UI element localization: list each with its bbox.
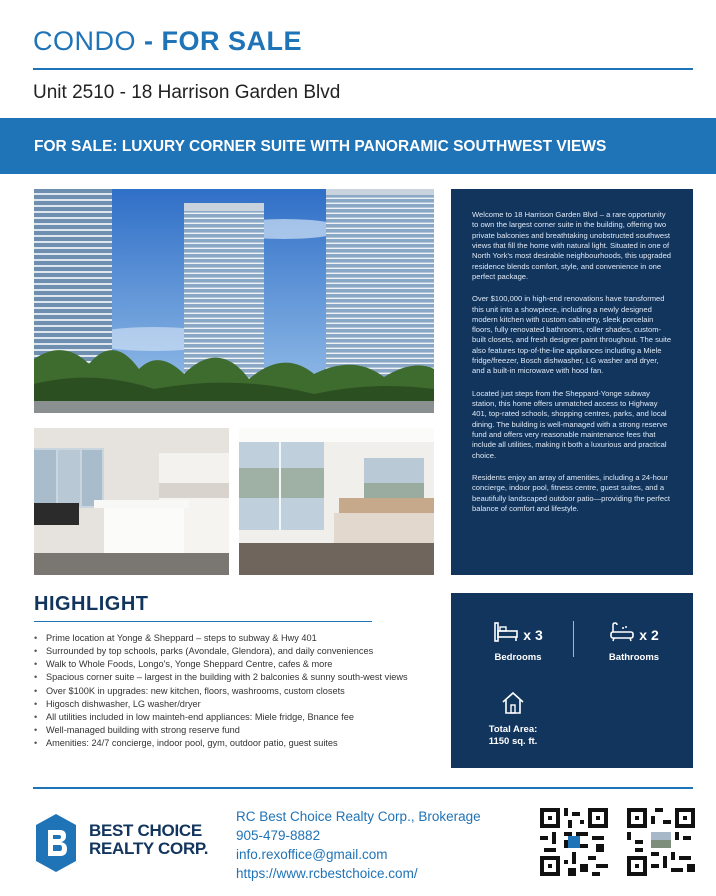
highlight-item: • Prime location at Yonge & Sheppard – steps to subway & Hwy 401 (34, 632, 424, 645)
bed-icon (493, 621, 519, 648)
logo-line-2: REALTY CORP. (89, 839, 209, 859)
stats-divider (573, 621, 574, 657)
title-suffix: - FOR SALE (144, 26, 303, 56)
highlight-item: • Amenities: 24/7 concierge, indoor pool, gym, outdoor patio, guest suites (34, 737, 424, 750)
bathrooms-stat (589, 621, 679, 663)
highlight-item: • Well-managed building with strong reserve fund (34, 724, 424, 737)
highlight-item: • Spacious corner suite – largest in the building with 2 balconies & sunny south-west views (34, 671, 424, 684)
total-area-title: Total Area: (488, 724, 538, 735)
highlight-divider (34, 621, 372, 622)
page-title (33, 26, 302, 57)
bedrooms-stat (473, 621, 563, 663)
description-paragraph: Over $100,000 in high-end renovations have transformed this unit into a showpiece, including a newly designed modern kitchen with custom cabinetry, sleek porcelain floors, fully renovated bathrooms, roller shades, custom-built closets, and fresh designer paint throughout. The suite also features top-of-the-line appliances including a Miele fridge/freezer, Bosch dishwasher, LG washer and dryer, and a built-in microwave with hood fan. (472, 294, 672, 376)
website-link[interactable]: https://www.rcbestchoice.com/ (236, 865, 418, 881)
highlight-item: • Higosch dishwasher, LG washer/dryer (34, 698, 424, 711)
qr-code-icon[interactable] (540, 808, 608, 876)
building-exterior-photo (34, 189, 434, 413)
description-paragraph: Located just steps from the Sheppard-Yonge subway station, this home offers unmatched access to Highway 401, top-rated schools, shopping centres, parks, and local dining. The building is well-managed with a strong reserve fund and offers very reasonable maintenance fees that include all utilities, making it both a luxurious and practical choice. (472, 388, 668, 460)
total-area-stat (473, 691, 553, 748)
bathrooms-count: x 2 (639, 626, 659, 643)
house-icon (500, 691, 526, 720)
bedrooms-count: x 3 (523, 626, 543, 643)
company-logo-text (89, 822, 208, 859)
bathtub-icon (609, 621, 635, 648)
headline-banner-text: FOR SALE: LUXURY CORNER SUITE WITH PANORAMIC SOUTHWEST VIEWS (34, 138, 607, 155)
highlight-list (34, 632, 424, 750)
kitchen-photo (34, 428, 229, 575)
total-area-label (473, 724, 553, 748)
highlight-item: • Surrounded by top schools, parks (Avondale, Glendora), and daily conveniences (34, 645, 424, 658)
highlight-item: • Walk to Whole Foods, Longo's, Yonge Sheppard Centre, cafes & more (34, 658, 424, 671)
total-area-value: 1150 sq. ft. (488, 735, 538, 747)
bedroom-photo (239, 428, 434, 575)
description-paragraph: Welcome to 18 Harrison Garden Blvd – a rare opportunity to own the largest corner suite in the building, offering two private balconies and breathtaking unobstructed southwest views that fill the home with natural light. Situated in one of North York's most desirable neighbourhoods, this upgraded residence blends comfort, style, and convenience in one perfect package. (472, 210, 672, 281)
highlight-item: • All utilities included in low mainteh-end appliances: Miele fridge, Bnance fee (34, 711, 424, 724)
brokerage-name: RC Best Choice Realty Corp., Brokerage (236, 809, 481, 824)
title-prefix: CONDO (33, 26, 136, 56)
bathrooms-label: Bathrooms (608, 652, 660, 663)
best-choice-logo-icon (34, 812, 78, 874)
bedrooms-label: Bedrooms (494, 652, 542, 663)
description-panel (451, 189, 693, 575)
logo-line-1: BEST CHOICE (89, 821, 202, 840)
contact-info (236, 808, 481, 884)
qr-code-icon[interactable] (627, 808, 695, 876)
email-address[interactable]: info.rexoffice@gmail.com (236, 846, 388, 862)
phone-number[interactable]: 905-479-8882 (236, 827, 321, 843)
footer-divider (33, 787, 693, 789)
property-address: Unit 2510 - 18 Harrison Garden Blvd (33, 82, 341, 103)
description-paragraph: Residents enjoy an array of amenities, including a 24-hour concierge, indoor pool, fitness centre, guest suites, and a beautifully landscaped outdoor patio—providing the perfect balance of comfort and lifestyle. (472, 472, 670, 513)
highlight-item: • Over $100K in upgrades: new kitchen, floors, washrooms, custom closets (34, 685, 424, 698)
highlight-heading: HIGHLIGHT (34, 593, 149, 615)
property-stats-panel (451, 593, 693, 768)
header-divider (33, 68, 693, 70)
